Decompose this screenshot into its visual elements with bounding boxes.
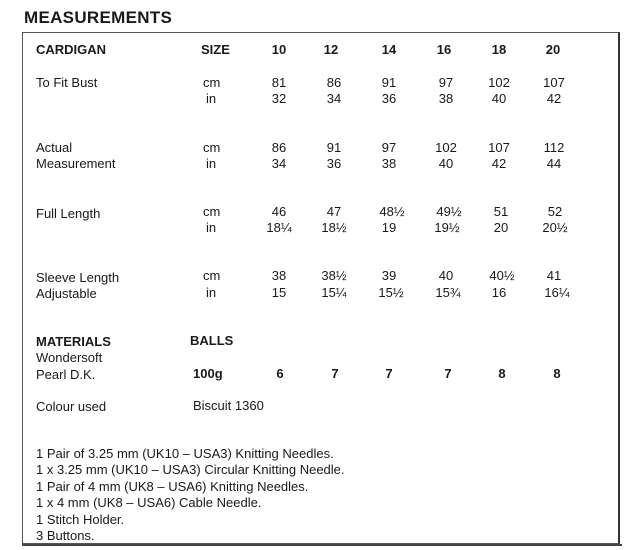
cell: 38 [438, 91, 454, 106]
cell: 36 [326, 156, 342, 171]
cell: 102 [488, 75, 510, 90]
cell: 16 [491, 285, 507, 300]
cell: 18¼ [266, 220, 292, 235]
cell: 20½ [542, 220, 568, 235]
row-label-sleeve-length: Sleeve Length [36, 270, 120, 285]
equipment-item: 1 x 4 mm (UK8 – USA6) Cable Needle. [36, 495, 262, 510]
yarn-weight: 100g [193, 366, 223, 381]
cell: 42 [546, 91, 562, 106]
balls-cell: 7 [331, 366, 339, 381]
unit-cm: cm [203, 268, 221, 283]
unit-in: in [206, 91, 217, 106]
balls-cell: 8 [498, 366, 506, 381]
balls-cell: 7 [385, 366, 393, 381]
cell: 39 [381, 268, 397, 283]
unit-cm: cm [203, 75, 221, 90]
size-label: SIZE [201, 42, 230, 57]
balls-cell: 6 [276, 366, 284, 381]
cell: 34 [326, 91, 342, 106]
colour-used-label: Colour used [36, 399, 107, 414]
cell: 48½ [379, 204, 405, 219]
row-label-actual: Actual [36, 140, 73, 155]
balls-cell: 7 [444, 366, 452, 381]
balls-label: BALLS [190, 333, 234, 348]
cell: 46 [271, 204, 287, 219]
row-label-measurement: Measurement [36, 156, 116, 171]
unit-cm: cm [203, 140, 221, 155]
size-col-6: 20 [545, 42, 561, 57]
cell: 91 [381, 75, 397, 90]
yarn-name-line-2: Pearl D.K. [36, 367, 96, 382]
size-col-2: 12 [323, 42, 339, 57]
equipment-item: 1 Pair of 3.25 mm (UK10 – USA3) Knitting Needles. [36, 446, 334, 461]
cell: 38½ [321, 268, 347, 283]
row-label-to-fit-bust: To Fit Bust [36, 75, 98, 90]
balls-cell: 8 [553, 366, 561, 381]
equipment-item: 1 Stitch Holder. [36, 512, 125, 527]
cell: 49½ [436, 204, 462, 219]
materials-heading: MATERIALS [36, 334, 111, 349]
cell: 32 [271, 91, 287, 106]
equipment-item: 3 Buttons. [36, 528, 95, 543]
cell: 19½ [434, 220, 460, 235]
cell: 52 [547, 204, 563, 219]
cell: 42 [491, 156, 507, 171]
cell: 107 [543, 75, 565, 90]
cell: 97 [438, 75, 454, 90]
unit-in: in [206, 285, 217, 300]
section-heading-cardigan: CARDIGAN [36, 42, 107, 57]
cell: 38 [381, 156, 397, 171]
cell: 51 [493, 204, 509, 219]
cell: 81 [271, 75, 287, 90]
unit-in: in [206, 220, 217, 235]
cell: 40½ [489, 268, 515, 283]
equipment-item: 1 Pair of 4 mm (UK8 – USA6) Knitting Needles. [36, 479, 309, 494]
colour-used-value: Biscuit 1360 [193, 398, 264, 413]
size-col-5: 18 [491, 42, 507, 57]
cell: 47 [326, 204, 342, 219]
cell: 40 [438, 268, 454, 283]
size-col-3: 14 [381, 42, 397, 57]
row-label-adjustable: Adjustable [36, 286, 97, 301]
yarn-name-line-1: Wondersoft [36, 350, 103, 365]
cell: 15 [271, 285, 287, 300]
cell: 18½ [321, 220, 347, 235]
cell: 34 [271, 156, 287, 171]
cell: 38 [271, 268, 287, 283]
cell: 36 [381, 91, 397, 106]
cell: 40 [438, 156, 454, 171]
page-bottom-edge [22, 544, 622, 546]
equipment-item: 1 x 3.25 mm (UK10 – USA3) Circular Knitting Needle. [36, 462, 345, 477]
cell: 102 [435, 140, 457, 155]
cell: 97 [381, 140, 397, 155]
cell: 20 [493, 220, 509, 235]
cell: 15½ [378, 285, 404, 300]
row-label-full-length: Full Length [36, 206, 101, 221]
size-col-4: 16 [436, 42, 452, 57]
page-title: MEASUREMENTS [24, 8, 173, 27]
unit-cm: cm [203, 204, 221, 219]
unit-in: in [206, 156, 217, 171]
cell: 41 [546, 268, 562, 283]
size-col-1: 10 [271, 42, 287, 57]
cell: 44 [546, 156, 562, 171]
cell: 86 [271, 140, 287, 155]
cell: 91 [326, 140, 342, 155]
cell: 15¾ [435, 285, 461, 300]
cell: 112 [543, 140, 565, 155]
cell: 86 [326, 75, 342, 90]
cell: 16¼ [544, 285, 570, 300]
cell: 107 [488, 140, 510, 155]
cell: 15¼ [321, 285, 347, 300]
cell: 40 [491, 91, 507, 106]
cell: 19 [381, 220, 397, 235]
